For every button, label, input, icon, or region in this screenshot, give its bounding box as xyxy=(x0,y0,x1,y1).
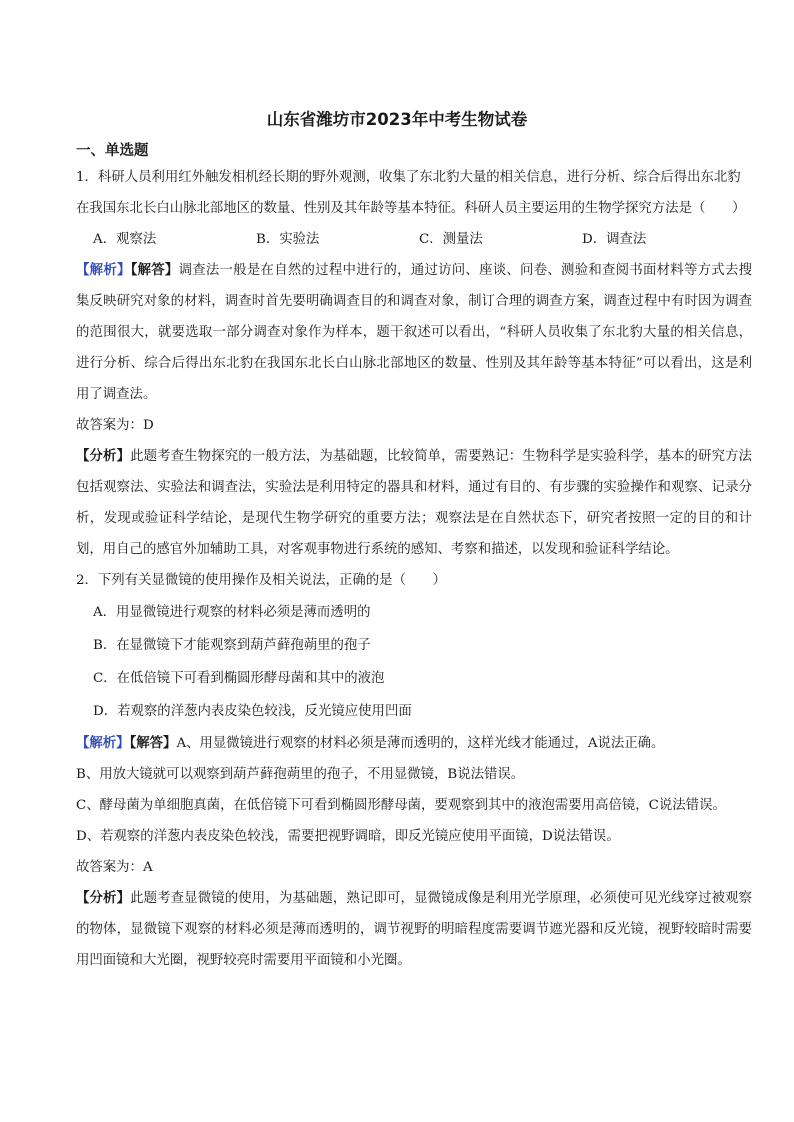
option-d: D．调查法 xyxy=(582,232,647,247)
analysis-paragraph xyxy=(76,728,752,759)
answer-line: 故答案为：D xyxy=(76,418,154,433)
analysis-paragraph xyxy=(76,255,752,410)
question-1 xyxy=(76,162,752,565)
answer-tag: 【解答】 xyxy=(130,262,179,278)
page-title: 山东省潍坊市2023年中考生物试卷 xyxy=(266,110,528,129)
analysis-line-b: B、用放大镜就可以观察到葫芦藓孢蒴里的孢子，不用显微镜，B说法错误。 xyxy=(76,767,525,782)
option-c: C．在低倍镜下可看到椭圆形酵母菌和其中的液泡 xyxy=(93,671,385,686)
comment-text: 此题考查生物探究的一般方法，为基础题，比较简单，需要熟记：生物科学是实验科学，基本的研究方法包括观察法、实验法和调查法，实验法是利用特定的器具和材料，通过有目的、有步骤的实验操作和观察、记录分析，发现或验证科学结论，是现代生物学研究的重要方法；观察法是在自然状态下，研究者按照一定的目的和计划，用自己的感官外加辅助工具，对客观事物进行系统的感知、考察和描述，以发现和验证科学结论。 xyxy=(76,449,752,557)
comment-tag: 【分析】 xyxy=(76,890,131,906)
analysis-line-c: C、酵母菌为单细胞真菌，在低倍镜下可看到椭圆形酵母菌，要观察到其中的液泡需要用高倍镜，C说法错误。 xyxy=(76,798,726,813)
comment-tag: 【分析】 xyxy=(76,448,131,464)
option-c: C．测量法 xyxy=(419,232,483,247)
option-a: A．观察法 xyxy=(93,232,157,247)
question-stem: 2．下列有关显微镜的使用操作及相关说法，正确的是（ ） xyxy=(76,573,447,588)
analysis-tag: 【解析】 xyxy=(76,735,130,751)
question-2 xyxy=(76,565,752,976)
comment-paragraph xyxy=(76,883,752,976)
comment-text: 此题考查显微镜的使用，为基础题，熟记即可，显微镜成像是利用光学原理，必须使可见光线穿过被观察的物体，显微镜下观察的材料必须是薄而透明的，调节视野的明暗程度需要调节遮光器和反光镜，视野较暗时需要用凹面镜和大光圈，视野较亮时需要用平面镜和小光圈。 xyxy=(76,891,752,968)
analysis-text: A、用显微镜进行观察的材料必须是薄而透明的，这样光线才能通过，A说法正确。 xyxy=(176,736,665,751)
option-b: B．在显微镜下才能观察到葫芦藓孢蒴里的孢子 xyxy=(93,638,371,653)
answer-line: 故答案为：A xyxy=(76,860,153,875)
analysis-line-d: D、若观察的洋葱内表皮染色较浅，需要把视野调暗，即反光镜应使用平面镜，D说法错误。 xyxy=(76,829,620,844)
option-d: D．若观察的洋葱内表皮染色较浅，反光镜应使用凹面 xyxy=(93,704,412,719)
option-list xyxy=(76,224,752,255)
questions-content xyxy=(76,162,752,976)
analysis-text: 调查法一般是在自然的过程中进行的，通过访问、座谈、问卷、测验和查阅书面材料等方式去搜集反映研究对象的材料，调查时首先要明确调查目的和调查对象，制订合理的调查方案，调查过程中有时因为调查的范围很大，就要选取一部分调查对象作为样本，题干叙述可以看出，“科研人员收集了东北豹大量的相关信息，进行分析、综合后得出东北豹在我国东北长白山脉北部地区的数量、性别及其年龄等基本特征”可以看出，这是利用了调查法。 xyxy=(76,263,752,402)
comment-paragraph xyxy=(76,441,752,565)
question-stem: 1．科研人员利用红外触发相机经长期的野外观测，收集了东北豹大量的相关信息，进行分析、综合后得出东北豹在我国东北长白山脉北部地区的数量、性别及其年龄等基本特征。科研人员主要运用的生物学探究方法是（ ） xyxy=(76,170,746,216)
option-a: A．用显微镜进行观察的材料必须是薄而透明的 xyxy=(93,605,371,620)
option-b: B．实验法 xyxy=(256,232,320,247)
analysis-tag: 【解析】 xyxy=(76,262,131,278)
answer-tag: 【解答】 xyxy=(129,735,177,751)
section-title: 一、单选题 xyxy=(76,143,149,159)
